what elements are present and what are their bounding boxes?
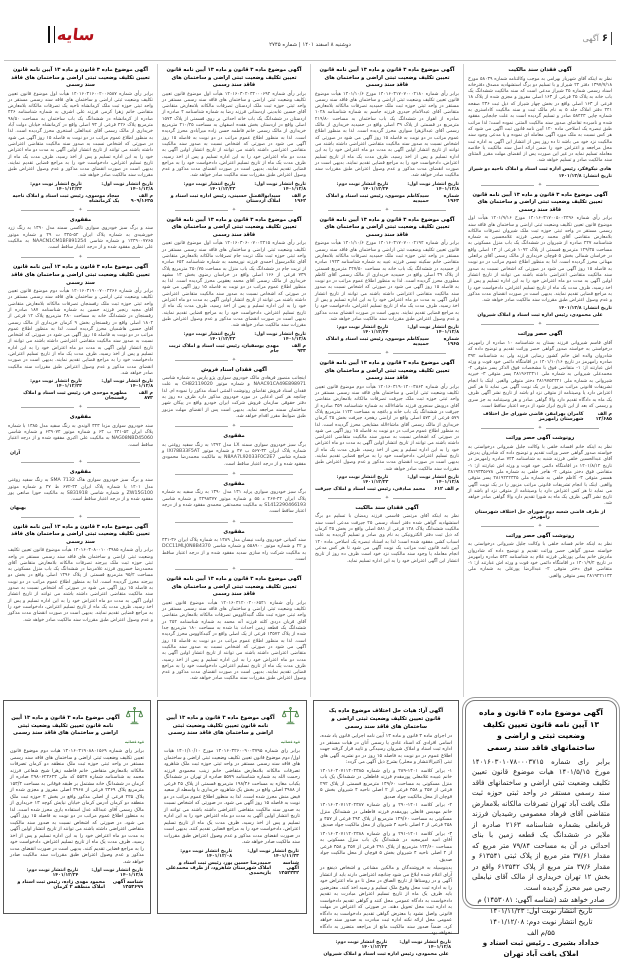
signature-name: مهدی یوسفیان، رئیس ثبت اسناد و املاک تربت جام bbox=[168, 343, 279, 354]
signature-line bbox=[11, 880, 143, 890]
notice-paragraph: برابر رأی شماره ۱۴۰۱۶۰۳۱۶۰۰۲۰۰۶۵۸۷ هیأت اول موضوع قانون تعیین تکلیف وضعیت ثبتی اراضی و ساختمان های فاقد سند رسمی مستقر در واحد ثبتی حوزه ثبت ملک کرمانشاه ناحیه یک تصرفات مالکانه بلامعارض متقاضی خانم زهرا کرمی فرزند علی اشرف به شماره شناسنامه ۴۲۶ صادره از کرمانشاه در ششدانگ یک باب ساختمان به مساحت ۹۸/۵۰ مترمربع پلاک ۴۲۶ فرعی از ۹۳ اصلی واقع در کرمانشاه خیابان دولت آباد خریداری از مالک رسمی آقای عبدالعلی استخری محرز گردیده است. لذا به منظور اطلاع عموم مراتب در دو نوبت به فاصله ۱۵ روز آگهی می شود در صورتی که اشخاص نسبت به صدور سند مالکیت متقاضی اعتراضی داشته باشند می توانند از تاریخ انتشار اولین آگهی به مدت دو ماه اعتراض خود را به این اداره تسلیم و پس از اخذ رسید، ظرف مدت یک ماه از تاریخ تسلیم اعتراض، دادخواست خود را به مراجع قضایی تقدیم نمایند. بدیهی است در صورت انقضای مدت مذکور و عدم وصول اعتراض طبق مقررات سند مالکیت صادر خواهد شد. bbox=[8, 91, 154, 179]
notice-paragraph: برابر رأی شماره ۱۴۰۱۶۰۳۰۶۰۰۷۰۰۲۴۱۵ هیأت اول موضوع قانون تعیین تکلیف وضعیت ثبتی اراضی و ساختمان های فاقد سند رسمی مستقر در واحد ثبتی حوزه ثبت ملک تربت جام تصرفات مالکانه بلامعارض متقاضی آقای غلامرسول احمدی فرزند نورمحمد به شماره شناسنامه ۶۵۲ صادره از تربت جام در ششدانگ یک باب منزل به مساحت ۲۵۰/۷۵ مترمربع پلاک ۷۳۹ فرعی از ۱۶۶ اصلی واقع در خراسان رضوی بخش ۱۳ مشهد خریداری از مالک رسمی آقای محمد یعقوبی محرز گردیده است. لذا به منظور اطلاع عموم مراتب در دو نوبت به فاصله ۱۵ روز آگهی می شود در صورتی که اشخاص نسبت به صدور سند مالکیت متقاضی اعتراضی داشته باشند می توانند از تاریخ انتشار اولین آگهی به مدت دو ماه اعتراض خود را به این اداره تسلیم و پس از اخذ رسید، ظرف مدت یک ماه از تاریخ تسلیم اعتراض، دادخواست خود را به مراجع قضایی تقدیم نمایند. بدیهی است در صورت انقضای مدت مذکور و عدم وصول اعتراض طبق مقررات سند مالکیت صادر خواهد شد. bbox=[162, 241, 306, 329]
publish-date-second: تاریخ انتشار نوبت دوم: ۱۴۰۱/۱۲/۲۴ bbox=[336, 325, 389, 336]
publish-date-second: تاریخ انتشار نوبت دوم: ۱۴۰۱/۱۲/۲۳ bbox=[183, 331, 236, 342]
boxed-ad-2 bbox=[313, 700, 459, 957]
publish-dates bbox=[11, 868, 143, 878]
boxed-ad-paragraph: ۱- برابر کلاسه ۱۴۰۱-۲۸۹ و رای شماره ۱۴۰۱۶۰۳۰۷۱۱۴۰۲۳۸۵ خانم عبیده غلامعلی پورمقدم فرزند قاطعلی در ششدانگ یک باب منزل مسکونی به مساحت ۱۴۹/۶۰ مترمربع قسمتی از پلاک ۲۹۲ فرعی از ۴۵۷ و ۴۵۸ فرعی از ۲ اصلی ناحیه ۴ شیروان بخش ۵ قوچان از محل مالکیت جواد صدیق bbox=[320, 768, 453, 800]
publish-dates bbox=[165, 849, 299, 859]
notice-title: آگهی موضوع ماده ۳ قانون و ماده ۱۳ آیین نامه قانون تعیین تکلیف وضعیت ثبتی اراضی و ساختمان های فاقد سند رسمی bbox=[472, 191, 608, 213]
boxed-ad-paragraph: بدینوسیله به فروشندگان و مالکین مشاعی و اشخاص ذینفع در آرای اعلام شده ابلاغ می شود چنانچه اعتراضی دارند باید از انتشار آگهی و در روستاها از تاریخ الصاق در محل تا دو ماه اعتراض خود را به اداره ثبت محل وقوع ملک تسلیم و رسید اخذ کنند. معترضین باید ظرف یک ماه از تاریخ تسلیم اعتراض مبادرت به تقدیم دادخواست به دادگاه عمومی محل کنند و گواهی تقدیم دادخواست به اداره ثبت محل تحویل دهند. در صورتی که اعتراض در مهلت قانونی واصل نشود یا معترض گواهی تقدیم دادخواست به دادگاه عمومی محل ارائه نکند اداره ثبت مبادرت به صدور سند خواهد کرد. ضمناً صدور سند مالکیت مانع از مراجعه متضرر به دادگاه نخواهد بود. bbox=[320, 866, 453, 937]
notice-title: مفقودی bbox=[223, 433, 245, 440]
notice-code: شناسه آگهی ۱۴۵۳۶۹۹ bbox=[112, 880, 143, 891]
justice-scales-icon bbox=[125, 706, 144, 747]
notice-title: مفقودی bbox=[69, 468, 92, 475]
publish-date-second: تاریخ انتشار نوبت دوم: ۱۴۰۱/۱۲/۲۴ bbox=[336, 181, 389, 192]
publish-dates bbox=[315, 475, 459, 485]
notice-separator bbox=[21, 460, 140, 465]
separator-diamond-icon: ✦ bbox=[537, 522, 543, 529]
publish-date-first: تاریخ انتشار نوبت اول: ۱۴۰۱/۱۲/۸ bbox=[407, 474, 459, 485]
column-4 bbox=[4, 64, 157, 697]
notice-title: آگهی فقدان سند مالکیت bbox=[355, 504, 419, 511]
notice-paragraph: برگ سبز خودروی سواری سمند LX مدل ۱۳۹۴ به رنگ سفید روغنی به شماره پلاک ایران ۳۲-۵۶۷ ب ۴۷ و شماره موتور IXI78B33F5AT و شماره شاسی N8AA7L92033F0C2E7 به مالکیت محمدرضا محمودی مفقود شده و از درجه اعتبار ساقط است. bbox=[162, 442, 307, 467]
publish-date-second: تاریخ انتشار نوبت دوم: ۱۴۰۱/۱۲/۲۳ bbox=[30, 181, 82, 192]
notice-paragraph: سند خودروی سواری مزدا ۳۲۳ الوندی به رنگ سفید مدل ۱۳۸۵ با شماره پلاک ایران ۵۴-۲۴۱ ب ۶۳ و شماره موتور ۶۳۹۰۷۴ و شماره شاسی NAG08NBD45060 به مالکیت علی اکبری مفقود شده و از درجه اعتبار ساقط است. bbox=[8, 423, 154, 448]
boxed-ad-title: آگهی آرا: هیات حل اختلاف موضوع ماده یک قانون تعیین تکلیف وضعیت ثبتی اراضی و ساختمان های فاقد سند رسمی bbox=[328, 708, 444, 731]
publish-date-second: تاریخ انتشار نوبت دوم: ۱۴۰۱/۱۲/۰۸ bbox=[180, 848, 233, 859]
publish-date: تاریخ انتشار: ۱۴۰۱/۱۲/۸ bbox=[558, 306, 612, 312]
signature-line bbox=[8, 194, 153, 204]
notice-title: آگهی موضوع ماده ۳ قانون و ماده ۱۳ آیین نامه قانون تعیین تکلیف وضعیت ثبتی اراضی و ساختمان های فاقد سند رسمی bbox=[319, 216, 455, 238]
notice-separator bbox=[175, 520, 293, 525]
publish-date-first: تاریخ انتشار نوبت اول: ۱۴۰۱/۱۲/۸ bbox=[101, 181, 153, 192]
boxed-ad-footer-line: تاریخ انتشار نوبت اول: ۱۴۰۱/۱۱/۲۳ bbox=[489, 906, 593, 915]
separator-diamond-icon: ✦ bbox=[78, 513, 83, 520]
section-label: آگهی bbox=[582, 34, 599, 43]
column-2 bbox=[310, 64, 463, 697]
notice-separator bbox=[328, 208, 446, 213]
boxed-ad-paragraph: برابر رای شماره ۱۴۰۱۶۰۳۲۶۰۰۹۰۰۳۷۹۵ مورخ ۱۴۰۱/۱۰/۱۰ هیات اول/ دوم موضوع قانون تعیین تکلیف وضعیت ثبتی اراضی و ساختمان های فاقد سند رسمی مستقر در واحد ثبتی حوزه ثبت ملک شاهرود تصرفات مالکانه بلامعارض متقاضی خانم زینب محمودی فرزند رحمت الله به شماره شناسنامه ۵۵۷۹ صادره از تهران در ششدانگ یکباب مغازه به مساحت ۱۹۸/۴۶ مترمربع قسمتی از پلاک ۲۵ فرعی از ۳۹۸۸ اصلی واقع در بخش یک شاهرود خریداری با واسطه از سعید فیض منش محرز شده است. لذا به منظور اطلاع عموم مراتب در دو نوبت به فاصله ۱۵ روز آگهی می شود. در صورتی که اشخاص نسبت به صدور سند مالکیت متقاضی اعتراضی داشته باشند می توانند از تاریخ انتشار اولین آگهی به مدت دو ماه اعتراض خود را به این اداره تسلیم و پس از اخذ رسید، ظرف مدت یک ماه از تاریخ تسلیم اعتراض، دادخواست خود را به مراجع قضایی تقدیم کنند. بدیهی است در صورت انقضای مدت مذکور و عدم وصول اعتراض طبق مقررات سند مالکیت صادر خواهد شد. bbox=[164, 749, 301, 846]
publish-dates bbox=[8, 379, 153, 389]
notice-title: آگهی موضوع ماده ۳ قانون و ماده ۱۳ آیین نامه قانون تعیین تکلیف وضعیت ثبتی اراضی و ساختمان های فاقد سند رسمی bbox=[319, 67, 455, 89]
publish-date-first: تاریخ انتشار نوبت اول: ۱۴۰۱/۱۱/۲۳ bbox=[247, 848, 299, 859]
publish-date-first: تاریخ انتشار نوبت اول: ۱۴۰۱/۱۲/۸ bbox=[407, 181, 459, 192]
publish-date-first: تاریخ انتشار نوبت اول: ۱۴۰۱/۱۲/۸ bbox=[407, 325, 459, 336]
justice-scales-icon bbox=[281, 706, 300, 747]
publish-dates bbox=[162, 332, 306, 342]
signature-name: سیدکاظم موسوی، رئیس ثبت اسناد و املاک حمیدیه bbox=[325, 337, 429, 348]
notice-title: رونوشت آگهی حصر وراثت bbox=[505, 435, 575, 442]
notice-paragraph: برابر رأی شماره ۱۴۰۱۶۰۳۱۷۰۷۰۰۰۲۱۸۰ مورخ ۱۴۰۱/۱۰/۶ هیأت موضوع قانون تعیین تکلیف وضعیت ثبتی اراضی و ساختمان های فاقد سند رسمی مستقر در واحد ثبتی حوزه ثبت ملک حمیدیه تصرفات مالکانه بلامعارض متقاضی آقای عبدالامام حیدری فرزند جاسم به شماره شناسنامه ۱۰۲۸ صادره از اهواز در ششدانگ یک باب ساختمان به مساحت ۲۱۹/۸۰ مترمربع در قسمتی از پلاک ۳۹ اصلی واقع در حمیدیه خریداری از مالک رسمی آقای عبدالزهرا سواری محرز گردیده است. لذا به منظور اطلاع عموم مراتب در دو نوبت به فاصله ۱۵ روز آگهی می شود در صورتی که اشخاص نسبت به صدور سند مالکیت متقاضی اعتراضی داشته باشند می توانند از تاریخ انتشار اولین آگهی به مدت دو ماه اعتراض خود را به این اداره تسلیم و پس از اخذ رسید، ظرف مدت یک ماه از تاریخ تسلیم اعتراض، دادخواست خود را به مراجع قضایی تقدیم نمایند. بدیهی است در صورت انقضای مدت مذکور و عدم وصول اعتراض طبق مقررات سند مالکیت صادر خواهد شد. bbox=[315, 91, 460, 179]
signature-line bbox=[162, 194, 306, 204]
boxed-ad-1 bbox=[465, 700, 617, 959]
notice-separator bbox=[175, 472, 293, 477]
separator-diamond-icon: ✦ bbox=[537, 181, 543, 188]
date-issue-line: دوشنبه ۸ اسفند ۱۴۰۱ | شماره ۲۷۴۵ bbox=[269, 42, 351, 48]
publish-dates bbox=[162, 182, 306, 192]
separator-diamond-icon: ✦ bbox=[231, 566, 237, 573]
notice-paragraph: برابر رأی شماره ۱۴۰۱۶۰۳۱۲۰۰۴۰۰۶۵۴۱ هیأت موضوع قانون تعیین تکلیف وضعیت ثبتی اراضی و ساختمان های فاقد سند رسمی مستقر در واحد ثبتی حوزه ثبت ملک گنبدکاووس تصرفات مالکانه بلامعارض متقاضی آقای قربان دردی کلته فرزند آنه محمد به شماره شناسنامه ۲۵۴ در ششدانگ یک قطعه زمین احداث بنا شده به مساحت ۱۸۰ مترمربع جدا شده از پلاک ۱۳۵۷۲ فرعی از یک اصلی واقع در گنبدکاووس محرز گردیده است. لذا به منظور اطلاع عموم مراتب در دو نوبت به فاصله ۱۵ روز آگهی می شود در صورتی که اشخاص نسبت به صدور سند مالکیت متقاضی اعتراضی داشته باشند می توانند از تاریخ انتشار اولین آگهی به مدت دو ماه اعتراض خود را به این اداره تسلیم و پس از اخذ رسید، ظرف مدت یک ماه از تاریخ تسلیم اعتراض، دادخواست خود را به مراجع قضایی تقدیم نمایند. بدیهی است در صورت انقضای مدت مذکور و عدم وصول اعتراض طبق مقررات سند مالکیت صادر خواهد شد. bbox=[162, 600, 307, 682]
notice-title: آگهی فقدان سند مالکیت bbox=[508, 67, 572, 73]
justice-icon-caption: قوه قضائیه bbox=[124, 740, 144, 744]
notice-paragraph: سند و برگ سبز خودروی سواری تاکسی سمند مدل ۱۳۹۰ به رنگ زرد خورشیدی به شماره پلاک ایران ۵۲-۳۴۵ ت ۴۹ و شماره موتور ۱۲۴۹۰۰۷۷۶۵ و شماره شاسی NAACN1CM1BF891254 به مالکیت علی نظری مفقود شده و از درجه اعتبار ساقط است. bbox=[8, 226, 154, 251]
boxed-ad-paragraph: ۲- برابر کلاسه ۱۴۰۱-۲۹۰ و رای شماره ۱۴۰۱۶۰۳۰۷۱۱۴۰۲۳۸۷ خانم مهدیس قانعلی پورمقدم فرزند قاطعلی در ششدانگ منزل مسکونی به مساحت ۱۴۹/۶۰ مترمربع از پلاک ۲۹۲ فرعی از ۴۵۷ و ۴۵۸ فرعی از ۲ اصلی ناحیه ۴ شیروان از محل مالکیت جواد صدیق bbox=[320, 803, 453, 829]
notice-title: مفقودی bbox=[223, 528, 245, 535]
publish-date-first: تاریخ انتشار نوبت اول: ۱۴۰۱/۱۲/۸ bbox=[254, 181, 306, 192]
publish-dates bbox=[8, 182, 153, 192]
notice-title: رونوشت آگهی حصر وراثت bbox=[505, 532, 575, 539]
separator-diamond-icon: ✦ bbox=[537, 321, 543, 328]
separator-diamond-icon: ✦ bbox=[78, 206, 83, 213]
notice-title: آگهی موضوع ماده ۳ قانون و ماده ۱۳ آیین نامه قانون تعیین تکلیف وضعیت ثبتی اراضی و ساختمان های فاقد سند رسمی bbox=[11, 67, 150, 89]
notice-separator bbox=[328, 351, 446, 356]
boxed-ad-footer-line: تاریخ انتشار نوبت دوم: ۱۴۰۱/۱۲/۰۸ bbox=[489, 917, 593, 926]
signature-line bbox=[315, 337, 459, 347]
boxed-ad-3 bbox=[157, 700, 307, 914]
notice-title: آگهی فقدان اسناد فروش bbox=[201, 366, 267, 373]
notice-paragraph: برابر رأی شماره ۱۴۰۱۶۰۳۰۲۰۳۲۰۰۰۶۹۴ هیأت اول موضوع قانون تعیین تکلیف وضعیت ثبتی اراضی و ساختمان های فاقد سند رسمی مستقر در واحد ثبتی حوزه ثبت ملک اردستان تصرفات مالکانه بلامعارض متقاضی آقای حسین عابدینی اردستانی فرزند رضا به شماره شناسنامه ۴ صادره از اردستان در ششدانگ یک باب خانه احداثی بر روی قسمتی از پلاک ۱۵۷۳ اصلی واقع در اردستان بخش هفده اصفهان به مساحت ۲۱۰/۴۵ مترمربع خریداری از مالک رسمی خانم فاطمه حسن زاده میرآبادی محرز گردیده است. لذا به منظور اطلاع عموم مراتب در دو نوبت به فاصله ۱۵ روز آگهی می شود در صورتی که اشخاص نسبت به صدور سند مالکیت متقاضی اعتراضی داشته باشند می توانند از تاریخ انتشار اولین آگهی به مدت دو ماه اعتراض خود را به این اداره تسلیم و پس از اخذ رسید، ظرف مدت یک ماه از تاریخ تسلیم اعتراض، دادخواست خود را به مراجع قضایی تقدیم نمایند. بدیهی است در صورت انقضای مدت مذکور و عدم وصول اعتراض طبق مقررات سند مالکیت صادر خواهد شد. bbox=[162, 91, 306, 179]
boxed-ad-paragraph: در اجرای ماده ۳ قانون و ماده ۱۳ آیین نامه اجرایی قانون یاد شده، اسامی افرادی که اسناد عادی یا رسمی آنان در هیات مستقر در اداره ثبت اسناد و املاک شیروان رسیدگی و تایید قرار گرفته جهت اطلاع عموم در دو نوبت به فاصله ۱۵ روز در دو نشریه آگهی های ثبتی (کثیرالانتشار و محلی) بشرح ذیل آگهی می گردد: bbox=[320, 734, 453, 766]
signature-name: علی محمودی، رئیس اداره ثبت اسناد و املاک شیروان bbox=[477, 313, 603, 319]
publish-date-second: تاریخ انتشار نوبت دوم: ۱۴۰۱/۱۲/۲۳ bbox=[336, 474, 389, 485]
notice-separator bbox=[481, 524, 599, 529]
signature-name: محمد صادقی، رئیس ثبت اسناد و املاک جیرفت bbox=[315, 486, 426, 492]
notice-title: آگهی موضوع ماده ۳ قانون و ماده ۱۳ آیین نامه قانون تعیین تکلیف وضعیت ثبتی اراضی و ساختمان های فاقد سند رسمی bbox=[166, 576, 302, 598]
notice-paragraph: سند کمپانی خودروی وانت نیسان مدل ۱۳۸۹ به شماره پلاک ایران ۳۶-۴۳۱ و ۲۲ و شماره موتور ۵۵۸۹۰۰ و شماره شاسی DCC11MLJ0N8B4370 به مالکیت شرکت راه سازی سدید مفقود شده و از درجه اعتبار ساقط است. bbox=[162, 538, 306, 562]
signature-name: مطهره موحدی فر، رئیس ثبت اسناد و املاک رفسنجان bbox=[23, 391, 127, 402]
publish-dates bbox=[315, 182, 459, 192]
notice-code: شماره ۱۹۶۴ bbox=[443, 193, 459, 204]
column-1 bbox=[463, 64, 616, 697]
notice-separator bbox=[175, 567, 293, 572]
separator-diamond-icon: ✦ bbox=[78, 458, 83, 465]
separator-diamond-icon: ✦ bbox=[384, 206, 390, 213]
publish-date-first: تاریخ انتشار نوبت اول: ۱۴۰۱/۱۲/۸ bbox=[101, 379, 153, 390]
signature-name: خداداد بشیری ـ رئیس ثبت اسناد و املاک یافت آباد تهران bbox=[482, 939, 600, 959]
notice-separator bbox=[481, 426, 599, 431]
columns bbox=[4, 64, 616, 697]
separator-diamond-icon: ✦ bbox=[231, 470, 237, 477]
boxed-ad-title: آگهی موضوع ماده ۳ قانون و ماده ۱۳ آیین نامه قانون تعیین تکلیف وضعیت ثبتی اراضی و ساختمان های فاقد سند رسمی bbox=[11, 714, 120, 737]
notice-paragraph: برابر رأی شماره ۱۴۰۱۶۰۳۰۸۰۰۱۰۰۳۹۸۵ هیأت موضوع قانون تعیین تکلیف وضعیت ثبتی اراضی و ساختمان های فاقد سند رسمی مستقر در واحد ثبتی حوزه ثبت ملک بیرجند تصرفات مالکانه بلامعارض متقاضی آقای محمدرضا خسروی فرزند غلامرضا در ششدانگ یک باب منزل مسکونی به مساحت ۹۵/۲ مترمربع قسمتی از پلاک ۱۳۹۶ اصلی واقع در بخش دو بیرجند محرز گردیده است. لذا به منظور اطلاع عموم مراتب در دو نوبت به فاصله ۱۵ روز آگهی می شود در صورتی که اشخاص نسبت به صدور سند مالکیت متقاضی اعتراضی داشته باشند می توانند از تاریخ انتشار اولین آگهی به مدت دو ماه اعتراض خود را به این اداره تسلیم و پس از اخذ رسید، ظرف مدت یک ماه از تاریخ تسلیم اعتراض، دادخواست خود را به مراجع قضایی تقدیم نمایند. بدیهی است در صورت انقضای مدت مذکور و عدم وصول اعتراض طبق مقررات سند مالکیت صادر خواهد شد. bbox=[8, 548, 154, 623]
signature-line bbox=[162, 344, 306, 354]
signature-name: علی محمودی، رئیس اداره ثبت اسناد و املاک شیروان bbox=[323, 951, 449, 957]
justice-icon-caption: قوه قضائیه bbox=[280, 740, 300, 744]
signature-line bbox=[315, 194, 459, 204]
notice-code: م الف ۱۲/۶۸۵ bbox=[595, 412, 612, 423]
notice-paragraph: نظر به اینکه خانم فسانه خلفی با وکالت جلیل شیروانی درخواستی به خواسته صدور گواهی حصر وراثت تقدیم و توضیح داده که شادروان مادرش خانم بمانی پورعلی فرزند غلام به شناسنامه ۵۴۴ صادره رامهرمز در تاریخ ۱۴۰۱/۹/۲ در اقامتگاه دائمی خود فوت و ورثه اش عبارتند از: ۱- متقاضی فوق دختر متوفی ۲- عبدالرضا پورعلی به شماره ملی ۴۸۱۹۲۲۱۱۳۴ پسر متوفی والغیر. bbox=[468, 542, 613, 579]
notice-title: آگهی موضوع ماده ۳ قانون و ماده ۱۳ آیین نامه قانون تعیین تکلیف وضعیت ثبتی اراضی و ساختمان های فاقد سند رسمی bbox=[11, 264, 150, 286]
boxed-ad-paragraph: برابر رای شماره ۱۴۰۱۶۰۳۱۹۰۸۸۰۱۵۶۹ هیات دوم موضوع قانون تعیین تکلیف وضعیت ثبتی اراضی و ساختمان های فاقد سند رسمی مستقر در واحد ثبتی حوزه ثبت ملک منطقه دو کرمان تصرفات مالکانه بلامعارض متقاضی خانم فاطمه زهرا شیخ شعاعی فرزند محمد به شناسنامه شماره ۵۵۴۷ کد ملی ۲۹۸۰۶۲۴۶۲۳ صادره از کرمان در ششدانگ خانه مشتمل بر طبقه فوقانی به مساحت ۱۵۳/۴ مترمربع پلاک ۲۳۶۹ فرعی از ۳۹۶۸ اصلی مفروز و مجزی شده از پلاک ۲۲۵ فرعی از اصلی مذکور واقع در بخش ۲ حوزه ثبت ملک منطقه دو کرمان آدرس کرمان خیابان نیایش کوچه ۱۳ خریداری از مالک رسمی آقای عبدالله عدل استفاده یاری محرز شده است. لذا به منظور اطلاع عموم مراتب در دو نوبت به فاصله ۱۵ روز آگهی می شود. در صورتی که اشخاص نسبت به صدور سند مالکیت متقاضی اعتراضی داشته باشند می توانند از تاریخ انتشار اولین آگهی به مدت دو ماه اعتراض خود را به این اداره تسلیم و پس از اخذ رسید، ظرف مدت یک ماه از تاریخ تسلیم اعتراض، دادخواست خود را به مراجع قضایی تقدیم کنند. بدیهی است در صورت انقضای مدت مذکور و عدم وصول اعتراض طبق مقررات سند مالکیت صادر خواهد شد. bbox=[10, 749, 145, 865]
separator-diamond-icon: ✦ bbox=[231, 356, 237, 363]
notice-code: م الف ۶۱۲ bbox=[434, 486, 459, 492]
notice-paragraph: آقای قاسم شیروانی فرزند بستان به شناسنامه ۱۰ صادره از رامهرمز درخواستی به خواسته صدور گواهی حصر وراثت تقدیم و توضیح داده که شادروان والده اش خانم کشور رضایی فرزند ولی به شناسنامه ۳۹۲ صادره رامهرمز در تاریخ ۱۴۰۱/۱۰/۱۶ در اقامتگاه دائمی خود فوت و ورثه اش عبارتند از: ۱- متقاضی فوق با مشخصات فوق الذکر پسر متوفی ۲- محمدعلی شیروانی به شماره ملی ۴۸۱۹۶۴۲۳۱۱ پسر متوفی ۳- خیریه شیروانی به شماره ملی ۴۸۱۹۷۵۴۳۲۱ دختر متوفی والغیر. اینک با انجام تشریفات قانونی مراتب مزبور را در یک نوبت آگهی می نماید تا هر کس اعتراض دارد یا وصیتنامه از متوفی نزد او باشد از تاریخ نشر آگهی ظرف یک ماه به دادگاه تقدیم دارد والا گواهی صادر و هر وصیتنامه به جز سری و رسمی که بعد از این تاریخ ابراز شود از درجه اعتبار ساقط است. bbox=[468, 340, 613, 409]
publish-date-second: تاریخ انتشار نوبت دوم: ۱۴۰۱/۱۲/۲۳ bbox=[335, 939, 388, 950]
header-rule bbox=[4, 60, 616, 61]
logo-bars-icon bbox=[48, 26, 55, 43]
separator-diamond-icon: ✦ bbox=[78, 254, 83, 261]
signature-name: کامران بهرامفر، قاضی شورای حل اختلاف شهرستان رامهرمز bbox=[483, 412, 584, 423]
boxed-ads bbox=[3, 700, 617, 959]
publish-dates bbox=[315, 325, 459, 335]
signature-name: هادی نیکوفکر، رئیس اداره ثبت اسناد و املاک ناحیه دو شیراز bbox=[468, 166, 612, 172]
notice-title: مفقودی bbox=[69, 414, 92, 421]
publish-date-first: تاریخ انتشار نوبت اول: ۱۴۰۱/۱۲/۸ bbox=[399, 939, 452, 950]
notice-paragraph: سند و برگ سبز خودروی سواری هاک SMA 7132 به رنگ سفید روغنی مدل ۱۴۰۱ با شماره پلاک ایران ۳۴-۶۷۲ ط ۴۷ و شماره موتور ZW15G100 و شماره شاسی S831918 به مالکیت حورا صانعی پور مفقود شده و از درجه اعتبار ساقط است. bbox=[8, 478, 154, 503]
separator-diamond-icon: ✦ bbox=[231, 206, 237, 213]
boxed-ad-title: آگهی موضوع ماده ۳ قانون و ماده ۱۳ آیین نامه قانون تعیین تکلیف وضعیت ثبتی و اراضی و ساختمانهای فاقد سند رسمی bbox=[479, 708, 603, 752]
boxed-ad-title: آگهی موضوع ماده ۳ قانون و ماده ۱۳ آیین نامه قانون تعیین تکلیف وضعیت ثبتی اراضی و ساختمان های فاقد سند رسمی bbox=[166, 714, 275, 737]
page-header bbox=[6, 26, 614, 58]
notice-code: م الف ۹۰۹/۱۶۴۵ bbox=[130, 193, 153, 204]
signature-name: محمود مهدی زاده، رئیس ثبت اسناد و املاک منطقه ۲ کرمان bbox=[17, 880, 106, 891]
notice-separator bbox=[21, 255, 140, 260]
boxed-ad-footer-line: ۵۵/م الف bbox=[527, 928, 555, 937]
notice-paragraph: برابر رأی شماره ۱۴۰۱۶۰۳۱۹۰۰۷۰۰۴۲۶۶ هیأت دوم موضوع قانون تعیین تکلیف وضعیت ثبتی اراضی و ساختمان های فاقد سند رسمی مستقر در واحد ثبتی حوزه ثبت ملک رفسنجان تصرفات مالکانه بلامعارض متقاضی آقای مجید رنجبر فرزند حسین به شماره شناسنامه ۱۸۷ صادره از رفسنجان در ششدانگ خانه به مساحت ۲۸۰ مترمربع پلاک ۱۲ فرعی از ۱۸۰۲ اصلی واقع در رفسنجان بخش ۹ کرمان خریداری از مالک رسمی آقای حسین هاشمیان محرز گردیده است. لذا به منظور اطلاع عموم مراتب در دو نوبت به فاصله ۱۵ روز آگهی می شود در صورتی که اشخاص نسبت به صدور سند مالکیت متقاضی اعتراضی داشته باشند می توانند از تاریخ انتشار اولین آگهی به مدت دو ماه اعتراض خود را به این اداره تسلیم و پس از اخذ رسید، ظرف مدت یک ماه از تاریخ تسلیم اعتراض، دادخواست خود را به مراجع قضایی تقدیم نمایند. بدیهی است در صورت انقضای مدت مذکور و عدم وصول اعتراض طبق مقررات سند مالکیت صادر خواهد شد. bbox=[8, 289, 153, 376]
separator-diamond-icon: ✦ bbox=[537, 425, 543, 432]
city-label: بهبهان bbox=[10, 505, 26, 511]
signature-name: حمیدرضا حسین پور، رئیس ثبت اسناد و املاک شهرستان شاهرود، از طرف محمدعلی بازیحمدی bbox=[166, 860, 272, 876]
notice-code: شناسه آگهی ۱۴۵۲۴۳۲ bbox=[278, 860, 299, 876]
signature-line bbox=[8, 391, 153, 401]
notice-separator bbox=[175, 208, 293, 213]
notice-paragraph: برابر رأی شماره ۱۴۰۱۶۰۳۱۷۰۰۵۰۰۲۴۹۶ مورخ ۱۴۰۱/۹/۱۶ هیأت اول موضوع قانون تعیین تکلیف وضعیت ثبتی اراضی و ساختمان های فاقد سند رسمی مستقر در واحد ثبتی حوزه ثبت ملک شیروان تصرفات مالکانه بلامعارض متقاضی آقای محمد رحیمی فرزند غلامحسین به شماره شناسنامه ۲۴۷ صادره از شیروان در ششدانگ یک باب منزل مسکونی به مساحت ۱۲۹/۳۵ مترمربع قسمتی از پلاک ۱۰۹۲ فرعی از ۱۳ اصلی واقع در خراسان شمالی بخش ۵ قوچان خریداری از مالک رسمی آقای براتعلی مهنانی محرز گردیده است. لذا به منظور اطلاع عموم مراتب در دو نوبت به فاصله ۱۵ روز آگهی می شود در صورتی که اشخاص نسبت به صدور سند مالکیت متقاضی اعتراضی داشته باشند می توانند از تاریخ انتشار اولین آگهی به مدت دو ماه اعتراض خود را به این اداره تسلیم و پس از اخذ رسید، ظرف مدت یک ماه از تاریخ تسلیم اعتراض، دادخواست خود را به مراجع قضایی تقدیم نمایند. بدیهی است در صورت انقضای مدت مذکور و عدم وصول اعتراض طبق مقررات سند مالکیت صادر خواهد شد. bbox=[468, 216, 613, 304]
notice-title: آگهی موضوع ماده ۳ قانون و ماده ۱۳ آیین نامه قانون تعیین تکلیف وضعیت ثبتی اراضی و ساختمان های فاقد سند رسمی bbox=[166, 216, 302, 238]
publish-date-first: تاریخ انتشار نوبت اول: ۱۴۰۱/۱۲/۸ bbox=[254, 331, 306, 342]
notice-paragraph: برابر رأی شماره ۱۴۰۱۶۰۳۱۷۰۷۰۰۰۲۱۹۴ مورخ ۱۴۰۱/۱۰/۶ هیأت موضوع قانون تعیین تکلیف وضعیت ثبتی اراضی و ساختمان های فاقد سند رسمی مستقر در واحد ثبتی حوزه ثبت ملک حمیدیه تصرفات مالکانه بلامعارض متقاضی خانم سکینه نیسی فرزند عبید به شماره شناسنامه ۱۹۴۳ صادره از حمیدیه در ششدانگ یک باب خانه به مساحت ۲۴۷/۵۰ مترمربع قسمتی از پلاک ۳۹ اصلی واقع در حمیدیه خریداری از مالک رسمی آقای کاظم مطوری محرز گردیده است. لذا به منظور اطلاع عموم مراتب در دو نوبت به فاصله ۱۵ روز آگهی می شود در صورتی که اشخاص نسبت به صدور سند مالکیت متقاضی اعتراضی داشته باشند می توانند از تاریخ انتشار اولین آگهی به مدت دو ماه اعتراض خود را به این اداره تسلیم و پس از اخذ رسید، ظرف مدت یک ماه از تاریخ تسلیم اعتراض، دادخواست خود را به مراجع قضایی تقدیم نمایند. بدیهی است در صورت انقضای مدت مذکور و عدم وصول اعتراض طبق مقررات سند مالکیت صادر خواهد شد. bbox=[315, 241, 460, 322]
notice-paragraph: اینجانب منصور فرهادی مالک خودروی سواری پژو پارس به شماره شاسی NAAC91CA49E898971 و شماره موتور CH82119020 به علت فقدان اسناد فروش تقاضای رونوشت المثنی اسناد مذکور را نموده ام. لذا چنانچه هر کس ادعایی در مورد خودروی مذکور دارد ظرف ده روز به دفتر حقوقی سازمان فروش شرکت ایران خودرو واقع در پیکان شهر ساختمان سمند مراجعه نماید. بدیهی است پس از انقضای مهلت مزبور طبق ضوابط مقرر اقدام خواهد شد. bbox=[161, 376, 306, 419]
boxed-ad-paragraph: ۳- برابر کلاسه ۱۴۰۱-۲۹۱ و رای شماره ۱۴۰۱۶۰۳۰۷۱۱۴۰۲۳۸۸ آقای امید امیرمجید در ششدانگ یک باب منزل مسکونی به مساحت ۱۴۲/۶۰ مترمربع از پلاک ۲۹۱ فرعی از ۴۵۷ و ۴۵۸ فرعی از ۲ اصلی ناحیه ۴ شیروان بخش ۵ قوچان از محل مالکیت جواد صدیق. bbox=[320, 831, 453, 863]
publish-date-second: تاریخ انتشار نوبت دوم: ۱۴۰۱/۱۲/۲۴ bbox=[26, 868, 79, 879]
separator-diamond-icon: ✦ bbox=[384, 350, 390, 357]
boxed-ad-paragraph: برابر رای شماره ۱۴۰۱۶۰۳۰۱۰۷۸۰۰۰۳۷۱۵ مورخ ۱۴۰۱/۵/۱۵ هیات موضوع قانون تعیین تکلیف وضعیت ثبتی اراضی و ساختمانهای فاقد سند رسمی مستقر در واحد ثبتی حوزه ثبت ملک یافت آباد تهران تصرفات مالکانه بلامعارض متقاضی آقای فرهاد معصومی رشیدیان فرزند قربانعلی بشماره شناسنامه ۲۱۶۳ صادره از ملایر در ششدانگ یک قطعه زمین با بنای احداثی در آن به مساحت ۷۹/۸۴ متر مربع که مقدار ۳۷/۶۱ متر مربع از پلاک ثبتی ۶۱۳۵۴۱ و مقدار ۳۷/۶ متر مربع از پلاک ۶۱۳۵۴۲ واقع در بخش ۱۲ تهران خریداری از مالک آقای نیابعلی رجبی میر محرز گردیده است. bbox=[472, 757, 611, 892]
separator-diamond-icon: ✦ bbox=[78, 404, 83, 411]
boxed-ad-header bbox=[10, 706, 144, 747]
notice-separator bbox=[21, 515, 140, 520]
notice-separator bbox=[21, 208, 140, 213]
page-number: ۶ bbox=[601, 33, 608, 44]
signature-line bbox=[468, 412, 612, 422]
logo-text: سایه bbox=[56, 25, 96, 44]
separator-diamond-icon: ✦ bbox=[231, 518, 237, 525]
notice-code: شماره ۱۹۶۵ bbox=[443, 337, 459, 348]
notice-paragraph: نظر به اینکه خانم افسانه خلفی با وکالت جلیل شیروانی درخواستی به خواسته صدور گواهی حصر وراثت تقدیم و توضیح داده که شادروان پدرش آقای عبدالحسین خلفی فرزند شنبه به شناسنامه ۷۲۳ صادره رامهرمز در تاریخ ۱۴۰۱/۸/۱۲ در اقامتگاه دائمی خود فوت و ورثه اش عبارتند از: ۱- متقاضی فوق دختر متوفی ۲- هاجر خلفی به شماره ملی ۴۸۱۹۳۳۵۶۷۸ همسر متوفی ۳- کاظم خلفی به شماره ملی ۴۸۱۹۴۴۲۳۴۵ پسر متوفی والغیر. اینک با انجام تشریفات قانونی مراتب مزبور را در یک نوبت آگهی می نماید تا هر کس اعتراض دارد یا وصیتنامه از متوفی نزد او باشد از تاریخ نشر آگهی ظرف یک ماه به شورا تقدیم دارد والا گواهی صادر خواهد شد. bbox=[468, 444, 612, 507]
notice-separator bbox=[328, 496, 446, 501]
separator-diamond-icon: ✦ bbox=[384, 494, 390, 501]
notice-title: مفقودی bbox=[223, 480, 245, 487]
notice-code: م الف ۱۹۶۲ bbox=[291, 193, 306, 204]
notice-title: مفقودی bbox=[69, 216, 92, 223]
notice-separator bbox=[481, 322, 599, 327]
notice-separator bbox=[481, 183, 599, 188]
signature-name: از طرف قاضی شعبه دوم شورای حل اختلاف شهرستان رامهرمز bbox=[474, 509, 606, 520]
column-3 bbox=[157, 64, 310, 697]
notice-title: آگهی موضوع ماده ۳ قانون و ماده ۱۳ آیین نامه قانون تعیین تکلیف وضعیت ثبتی اراضی و ساختمان های فاقد سند رسمی bbox=[11, 523, 150, 545]
notice-separator bbox=[21, 405, 140, 410]
signature-name: سیدکاظم موسوی، رئیس ثبت اسناد و املاک حمیدیه bbox=[325, 193, 429, 204]
separator-diamond-icon: ✦ bbox=[231, 423, 237, 430]
notice-separator bbox=[175, 358, 293, 363]
signature-line bbox=[315, 487, 459, 492]
publish-date: تاریخ انتشار: ۱۴۰۱/۱۲/۸ bbox=[558, 173, 612, 179]
notice-paragraph: برگ سبز خودروی سواری پراید ۱۳۱ مدل ۱۳۹۰ به رنگ سفید به شماره پلاک ایران ۴۲-۲۶۷ د ۵۵ و شماره موتور ۴۴۹۸۳۷۷ و شماره شاسی S1412290466193 به مالکیت محمدتقی محمدی مفقود شده و از درجه اعتبار ساقط است. bbox=[162, 490, 306, 515]
publish-dates bbox=[321, 940, 451, 950]
signature-name: سیدابوالفضل حسینی، رئیس اداره ثبت اسناد و املاک اردستان bbox=[170, 193, 281, 204]
notice-title: آگهی موضوع ماده ۳ قانون و ماده ۱۳ آیین نامه قانون تعیین تکلیف وضعیت ثبتی اراضی و ساختمان های فاقد سند رسمی bbox=[166, 67, 302, 89]
notice-paragraph: نظر به اینکه آقای مرتضی قاسمی فرزند رمضان با تسلیم دو برگ استشهادیه گواهی شده دفتر اسناد رسمی ۴۵ جیرفت مدعی است سند مالکیت ششدانگ پلاک ۱۲۸ فرعی از ۵۸۱ اصلی واقع در بخش ۴۵ کرمان که ذیل ثبت دفتر الکترونیکی به نام وی صادر و تسلیم گردیده به علت اسباب کشی مفقود شده است؛ لذا به استناد تبصره یک اصلاحی ماده ۱۲۰ آیین نامه قانون ثبت مراتب یک نوبت آگهی می شود تا هر کس مدعی انجام معامله یا وجود سند مالکیت نزد خود است ظرف ده روز از تاریخ انتشار این آگهی اعتراض خود را به این اداره تسلیم نماید. bbox=[315, 514, 459, 564]
notice-paragraph: نظر به اینکه آقای شهریار بهرامی به موجب وکالتنامه شماره ۵۸۰۳۹ مورخ ۱۳۹۷/۷/۱۸ دفتر ۲۲ شیراز و با تسلیم دو برگ استشهادیه مصدق دفترخانه اسناد رسمی شماره ۴۵ شیراز مدعی است که سند مالکیت ششدانگ یک باب خانه به پلاک ۴۵ فرعی از ۱۶۳ اصلی مفروز و مجزی شده از پلاک ۱۸ فرعی از ۱۶۳ اصلی واقع در بخش چهار شیراز که ذیل ثبت ۲۳۶ صفحه ۴۴۱ دفتر املاک جلد ۵ به نام مالک ثبت و سند مالکیت کاداستری به شماره چاپی ۵۸۴۴۳ صادر و تسلیم گردیده است به علت جابجایی مفقود شده و نامبرده تقاضای صدور سند مالکیت المثنی نموده است؛ لذا مراتب طبق تبصره یک اصلاحی ماده ۱۲۰ آیین نامه قانون ثبت آگهی می شود که هر کس نسبت به ملک مورد آگهی معامله ای نموده و یا مدعی وجود سند مالکیت نزد خود می باشد تا ده روز پس از انتشار این آگهی به اداره ثبت محل مراجعه و اعتراض خود را ضمن ارائه اصل سند مالکیت یا خلاصه معامله تسلیم نماید در غیر این صورت پس از انقضای مهلت مقرر المثنای سند مالکیت صادر و تسلیم خواهد شد. bbox=[468, 76, 613, 164]
publish-date-second: تاریخ انتشار نوبت دوم: ۱۴۰۱/۱۲/۲۳ bbox=[183, 181, 236, 192]
notice-title: آگهی موضوع ماده ۳ قانون و ماده ۱۳ آیین نامه قانون تعیین تکلیف وضعیت ثبتی اراضی و ساختمان های فاقد سند رسمی bbox=[319, 360, 455, 382]
signature-line bbox=[165, 861, 299, 876]
publish-date-first: تاریخ انتشار نوبت اول: ۱۴۰۱/۱۲/۸ bbox=[91, 868, 143, 879]
signature-name: سجاد موسوی، رئیس ثبت اسناد و املاک ناحیه یک کرمانشاه bbox=[12, 193, 120, 204]
boxed-ad-4 bbox=[3, 700, 151, 914]
boxed-ad-footer-line: صادر خواهد شد (شناسه آگهی: ۱۴۵۳۰۸۱) م bbox=[477, 896, 605, 904]
notice-separator bbox=[175, 424, 293, 429]
notice-paragraph: برابر رأی شماره ۱۴۰۱۶۰۳۱۹۰۱۴۰۰۳۸۶۲ هیأت دوم موضوع قانون تعیین تکلیف وضعیت ثبتی اراضی و ساختمان های فاقد سند رسمی مستقر در واحد ثبتی حوزه ثبت ملک جیرفت تصرفات مالکانه بلامعارض متقاضی آقای درویش سنجری فرزند ماشاءالله به شماره شناسنامه ۳۵۹ صادره از جیرفت در ششدانگ یک باب خانه و باغچه به مساحت ۱۱۴۲ مترمربع پلاک ۵۷۹ فرعی از ۵۷۴ اصلی واقع در اراضی رهجرد جیرفت بخش ۴۵ کرمان خریداری از مالک رسمی آقای ماشاءالله مشایخی محرز گردیده است. لذا به منظور اطلاع عموم مراتب در دو نوبت به فاصله ۱۵ روز آگهی می شود در صورتی که اشخاص نسبت به صدور سند مالکیت متقاضی اعتراضی داشته باشند می توانند از تاریخ انتشار اولین آگهی به مدت دو ماه اعتراض خود را به این اداره تسلیم و پس از اخذ رسید، ظرف مدت یک ماه از تاریخ تسلیم اعتراض، دادخواست خود را به مراجع قضایی تقدیم نمایند. بدیهی است در صورت انقضای مدت مذکور و عدم وصول اعتراض طبق مقررات سند مالکیت صادر خواهد شد. bbox=[315, 384, 460, 472]
notice-title: آگهی حصر وراثت bbox=[517, 331, 563, 338]
newspaper-logo bbox=[48, 26, 94, 43]
city-label: آران bbox=[10, 450, 21, 456]
notice-code: م الف ۸۷۴ bbox=[138, 391, 153, 402]
publish-date-second: تاریخ انتشار نوبت دوم: ۱۴۰۱/۱۲/۲۳ bbox=[30, 379, 82, 390]
notice-code: م الف ۹۳۳ bbox=[291, 343, 306, 354]
boxed-ad-header bbox=[164, 706, 300, 747]
